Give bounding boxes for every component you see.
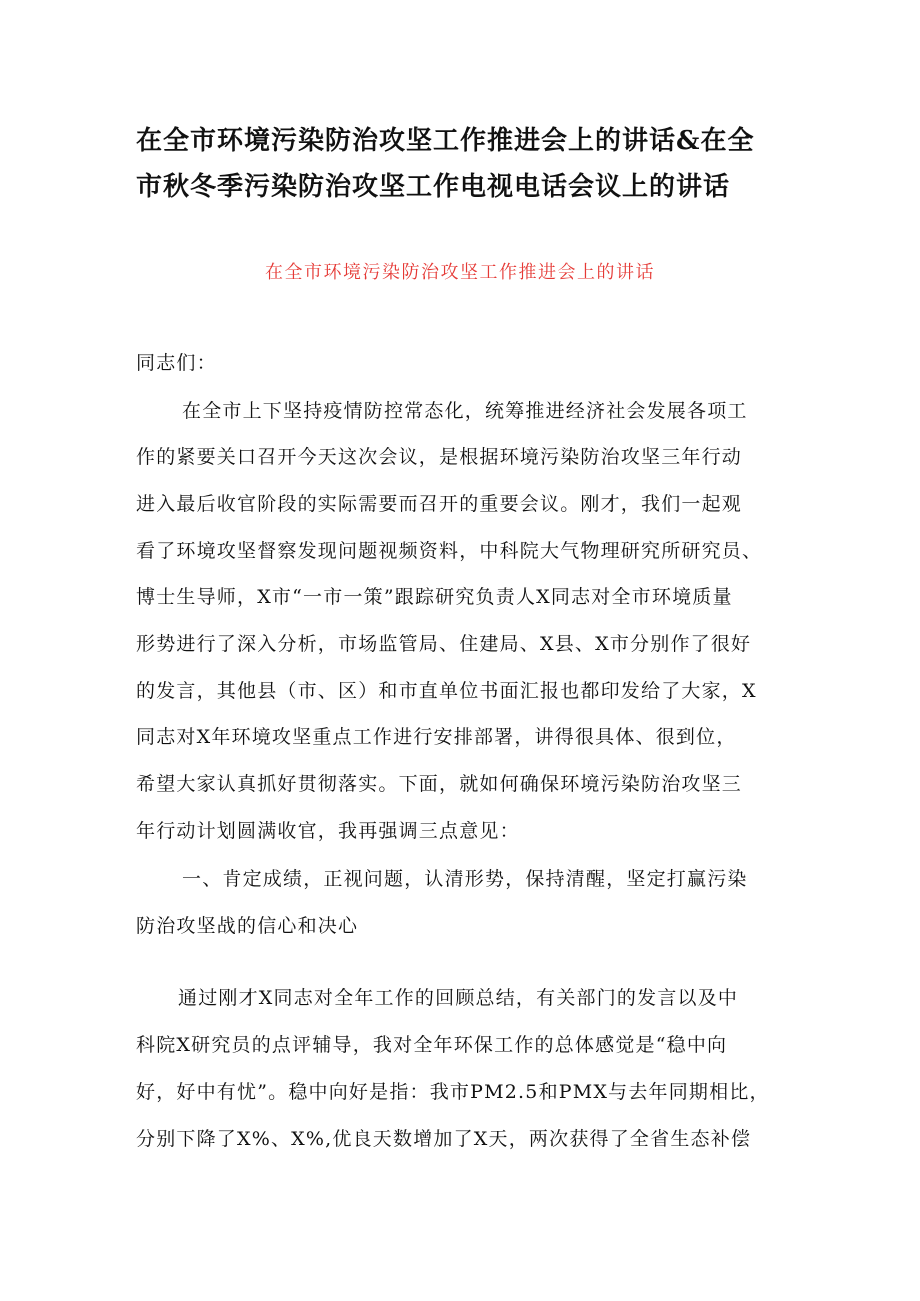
paragraph-line: 进入最后收官阶段的实际需要而召开的重要会议。刚才，我们一起观 <box>136 493 743 515</box>
paragraph-line: 希望大家认真抓好贯彻落实。下面，就如何确保环境污染防治攻坚三 <box>136 773 743 795</box>
paragraph-line: 博士生导师，X市“一市一策”跟踪研究负责人X同志对全市环境质量 <box>136 586 733 608</box>
title-line: 在全市环境污染防治攻坚工作推进会上的讲话&在全 <box>136 126 755 156</box>
paragraph-line: 形势进行了深入分析，市场监管局、住建局、X县、X市分别作了很好 <box>136 633 752 655</box>
paragraph-line: 好，好中有忧”。稳中向好是指：我市PM2.5和PMX与去年同期相比， <box>136 1081 770 1103</box>
paragraph-line: 科院X研究员的点评辅导，我对全年环保工作的总体感觉是“稳中向 <box>136 1034 728 1056</box>
paragraph-line: 同志对X年环境攻坚重点工作进行安排部署，讲得很具体、很到位， <box>136 726 737 748</box>
section-heading-line: 防治攻坚战的信心和决心 <box>136 915 359 937</box>
paragraph-line: 分别下降了X%、X%,优良天数增加了X天，两次获得了全省生态补偿 <box>136 1128 752 1150</box>
paragraph-line: 的发言，其他县（市、区）和市直单位书面汇报也都印发给了大家，X <box>136 680 757 702</box>
title-line: 市秋冬季污染防治攻坚工作电视电话会议上的讲话 <box>136 172 731 202</box>
paragraph-line: 看了环境攻坚督察发现问题视频资料，中科院大气物理研究所研究员、 <box>136 540 763 562</box>
document-title <box>136 118 776 210</box>
section-heading-line: 一、肯定成绩，正视问题，认清形势，保持清醒，坚定打赢污染 <box>182 868 748 890</box>
paragraph-line: 作的紧要关口召开今天这次会议，是根据环境污染防治攻坚三年行动 <box>136 446 743 468</box>
paragraph-line: 年行动计划圆满收官，我再强调三点意见： <box>136 820 520 842</box>
paragraph-line: 通过刚才X同志对全年工作的回顾总结，有关部门的发言以及中 <box>178 987 739 1009</box>
document-subtitle: 在全市环境污染防治攻坚工作推进会上的讲话 <box>265 262 655 283</box>
paragraph-line: 在全市上下坚持疫情防控常态化，统筹推进经济社会发展各项工 <box>182 400 748 422</box>
salutation: 同志们： <box>136 352 217 374</box>
